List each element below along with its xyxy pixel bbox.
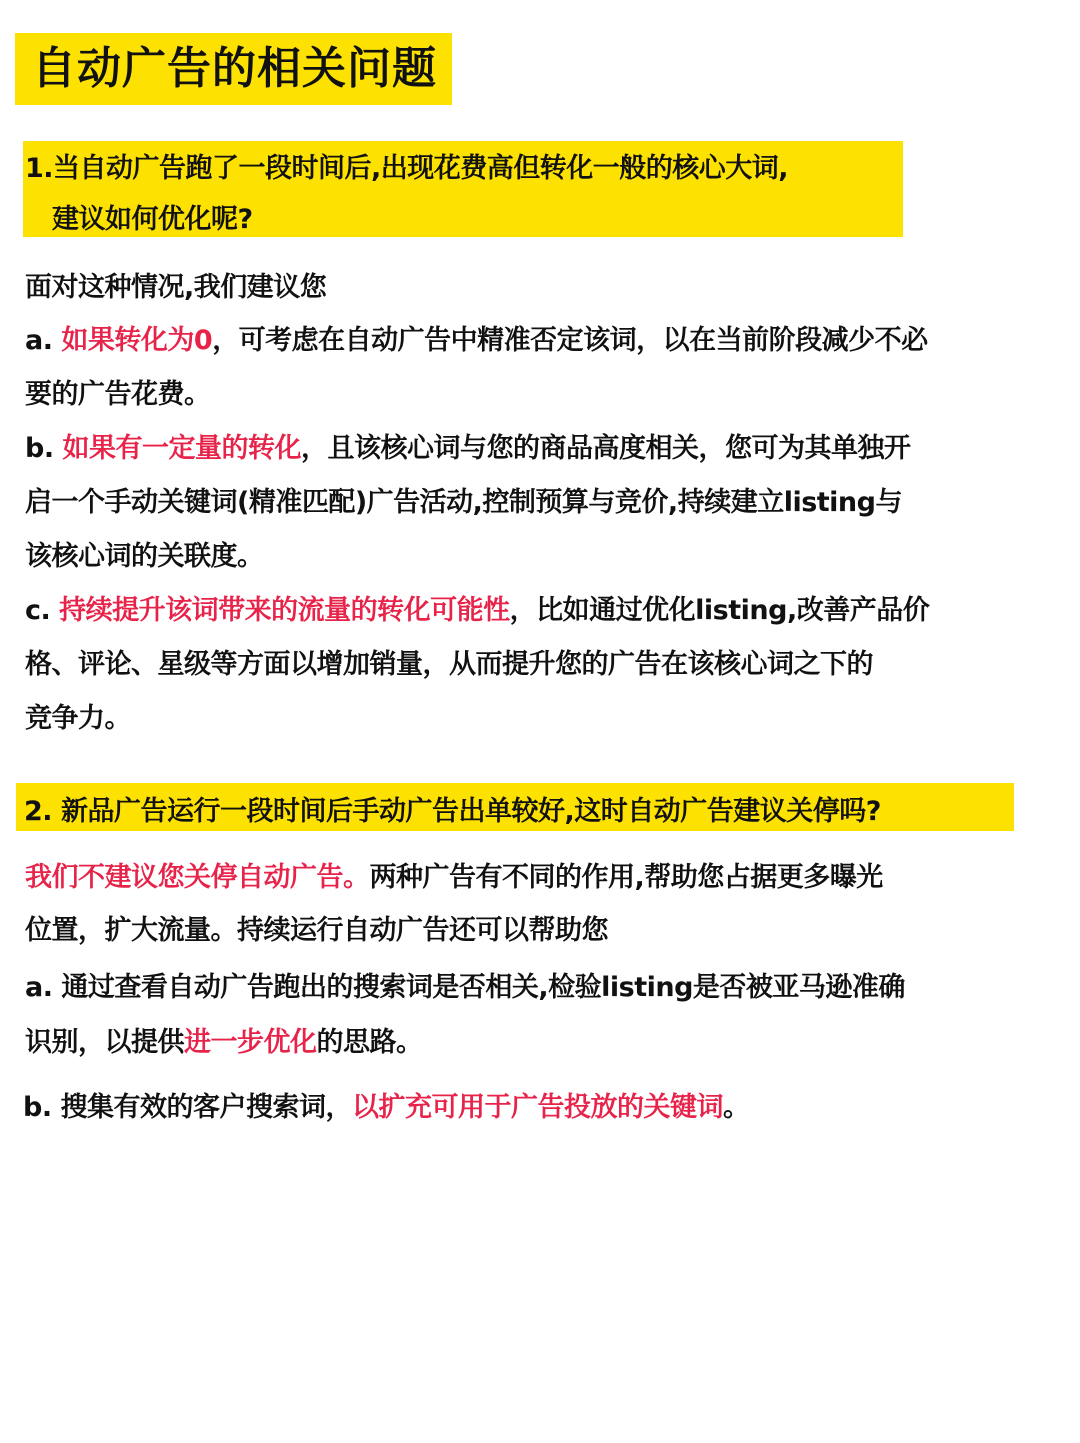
answer-2-a-line-1: a. 通过查看自动广告跑出的搜索词是否相关,检验listing是否被亚马逊准确 bbox=[25, 972, 905, 1003]
answer-1-a-line-2: 要的广告花费。 bbox=[25, 379, 211, 410]
question-1-line-1: 1.当自动广告跑了一段时间后,出现花费高但转化一般的核心大词, bbox=[25, 153, 789, 184]
question-2: 2. 新品广告运行一段时间后手动广告出单较好,这时自动广告建议关停吗? bbox=[24, 796, 881, 827]
answer-1-a-text: ，可考虑在自动广告中精准否定该词，以在当前阶段减少不必 bbox=[212, 325, 928, 356]
answer-1-c-line-2: 格、评论、星级等方面以增加销量，从而提升您的广告在该核心词之下的 bbox=[25, 649, 873, 680]
answer-2-b-line bbox=[23, 1085, 749, 1124]
answer-2-a-line-2 bbox=[25, 1020, 423, 1059]
answer-1-c-line-1 bbox=[25, 588, 929, 627]
answer-1-c-line-3: 竞争力。 bbox=[25, 703, 131, 734]
answer-1-b-prefix: b. bbox=[25, 433, 63, 464]
answer-1-b-text: ，且该核心词与您的商品高度相关，您可为其单独开 bbox=[300, 433, 911, 464]
answer-1-a-line-1 bbox=[25, 318, 928, 357]
answer-1-c-prefix: c. bbox=[25, 595, 60, 626]
page-title: 自动广告的相关问题 bbox=[32, 43, 437, 94]
answer-1-intro: 面对这种情况,我们建议您 bbox=[25, 272, 327, 303]
answer-1-a-highlight: 如果转化为0 bbox=[61, 325, 213, 356]
answer-2-line-1 bbox=[25, 855, 883, 894]
answer-1-b-line-2: 启一个手动关键词(精准匹配)广告活动,控制预算与竞价,持续建立listing与 bbox=[25, 487, 902, 518]
answer-2-a-text: 识别，以提供 bbox=[25, 1027, 184, 1058]
answer-2-highlight: 我们不建议您关停自动广告。 bbox=[25, 862, 370, 893]
answer-2-b-text-end: 。 bbox=[722, 1092, 750, 1123]
answer-1-b-line-3: 该核心词的关联度。 bbox=[25, 541, 264, 572]
answer-2-text: 两种广告有不同的作用,帮助您占据更多曝光 bbox=[369, 862, 883, 893]
answer-1-c-text: ，比如通过优化listing,改善产品价 bbox=[509, 595, 930, 626]
answer-1-a-prefix: a. bbox=[25, 325, 62, 356]
answer-1-c-highlight: 持续提升该词带来的流量的转化可能性 bbox=[59, 595, 510, 626]
answer-1-b-highlight: 如果有一定量的转化 bbox=[62, 433, 301, 464]
answer-2-line-2: 位置，扩大流量。持续运行自动广告还可以帮助您 bbox=[25, 915, 608, 946]
answer-1-b-line-1 bbox=[25, 426, 910, 465]
question-1-line-2: 建议如何优化呢? bbox=[52, 204, 253, 235]
answer-2-a-highlight: 进一步优化 bbox=[184, 1027, 317, 1058]
answer-2-a-text-end: 的思路。 bbox=[316, 1027, 423, 1058]
answer-2-b-text: b. 搜集有效的客户搜索词， bbox=[23, 1092, 352, 1123]
answer-2-b-highlight: 以扩充可用于广告投放的关键词 bbox=[351, 1092, 723, 1123]
